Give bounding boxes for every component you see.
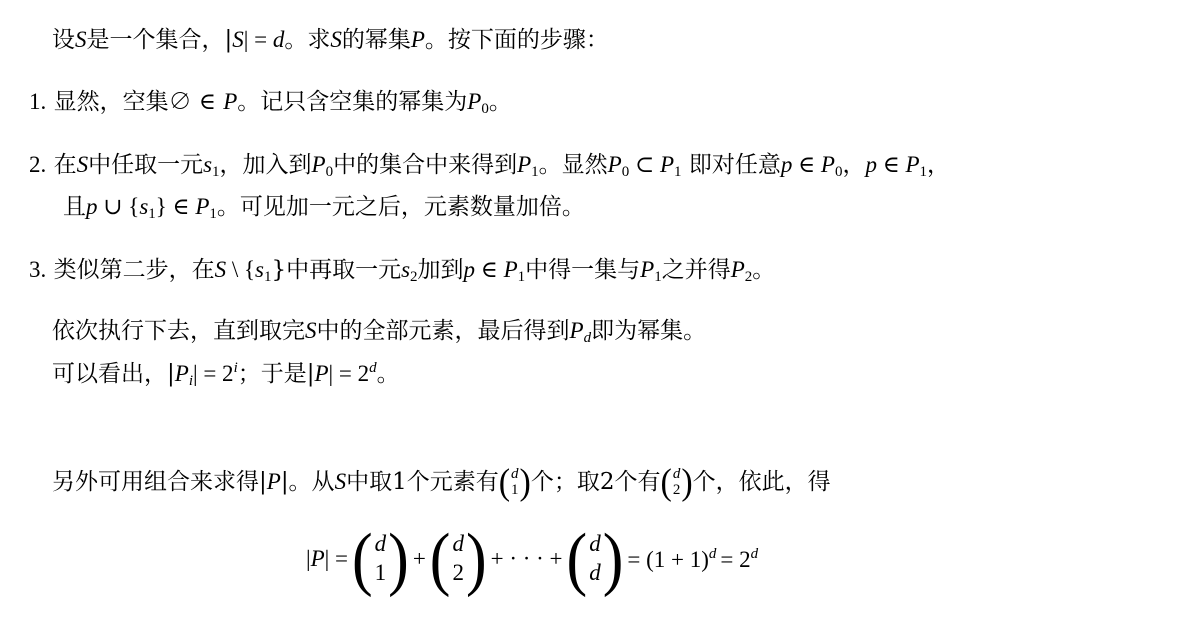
list-number: 3.	[29, 257, 47, 282]
subscript: 1	[263, 269, 272, 285]
text: 设	[52, 27, 75, 53]
superscript: d	[369, 360, 377, 376]
text: |	[306, 546, 311, 571]
math-var: P	[266, 469, 281, 494]
text: \ {	[226, 257, 255, 282]
left-paren: (	[566, 519, 588, 599]
text: ，	[927, 152, 951, 178]
text: 可以看出，|	[52, 361, 175, 387]
math-var: S	[214, 257, 227, 282]
math-var: P	[314, 361, 329, 386]
subscript: 1	[531, 164, 539, 180]
text: 在	[53, 152, 77, 178]
binomial-bottom: 1	[511, 482, 519, 498]
math-var: S	[305, 318, 317, 343]
subscript: 0	[834, 164, 843, 180]
conclusion-line-1	[52, 317, 706, 347]
intro-line	[52, 26, 609, 55]
text: 且	[63, 194, 86, 220]
step-2	[29, 151, 950, 181]
plus-ellipsis: + · · · +	[490, 546, 563, 571]
subscript: 0	[325, 164, 334, 180]
superscript: d	[750, 545, 759, 562]
binomial-top: d	[589, 531, 601, 557]
math-var: P	[905, 152, 920, 177]
text: 的幂集	[341, 27, 411, 53]
step-1	[29, 88, 512, 118]
subscript: 1	[674, 164, 682, 180]
text: | = 2	[328, 361, 370, 386]
subscript: 0	[481, 101, 489, 117]
binomial-stack	[450, 530, 466, 588]
math-var: P	[467, 89, 482, 114]
list-number: 1.	[29, 89, 47, 114]
binomial-d-2-large	[429, 519, 487, 599]
subscript: 1	[212, 164, 220, 180]
text: | =	[324, 546, 348, 571]
text: ⊂	[629, 152, 660, 177]
text: 个，依此，得	[692, 469, 831, 495]
math-var: p	[865, 152, 877, 177]
text: 即为幂集。	[591, 318, 707, 344]
text: ∈	[876, 152, 906, 177]
formula-rhs-1	[627, 546, 716, 573]
right-paren: )	[681, 462, 693, 503]
left-paren: (	[352, 519, 373, 599]
right-paren: )	[602, 519, 624, 599]
text: 。	[752, 257, 776, 283]
binomial-stack	[672, 467, 682, 499]
text: | =	[243, 27, 273, 52]
math-var: S	[76, 152, 89, 177]
text: 显然，空集∅ ∈	[53, 89, 224, 115]
list-number: 2.	[29, 152, 47, 177]
left-paren: (	[660, 462, 672, 503]
left-paren: (	[498, 462, 511, 503]
text: = (1 + 1)	[627, 546, 709, 572]
math-var: P	[569, 318, 584, 343]
binomial-bottom: 1	[374, 560, 387, 585]
formula-lhs	[306, 546, 348, 572]
subscript: 0	[621, 164, 630, 180]
text: 类似第二步，在	[53, 257, 215, 283]
math-var: s	[139, 194, 149, 219]
text: 是一个集合，|	[86, 27, 233, 53]
text: }中再取一元	[271, 257, 402, 283]
binomial-d-1	[498, 462, 531, 503]
math-var: P	[730, 257, 745, 282]
binomial-top: d	[452, 531, 464, 557]
binomial-top: d	[374, 531, 387, 557]
math-var: P	[640, 257, 655, 282]
binomial-d-1-large	[352, 519, 409, 599]
text: ∪ {	[97, 194, 140, 219]
text: 加到	[417, 257, 464, 283]
left-paren: (	[429, 519, 451, 599]
text: 依次执行下去，直到取完	[52, 318, 305, 344]
subscript: 2	[410, 269, 418, 285]
text: } ∈	[155, 194, 196, 219]
combination-line	[52, 462, 831, 503]
math-var: P	[195, 194, 210, 219]
math-var: P	[659, 152, 675, 177]
text: 中的集合中来得到	[333, 152, 518, 178]
math-var: p	[780, 152, 793, 177]
binomial-bottom: 2	[672, 482, 681, 498]
text: 。记只含空集的幂集为	[237, 89, 468, 115]
text: ；于是|	[237, 361, 315, 387]
text: 。	[376, 361, 400, 387]
text: 。显然	[538, 152, 608, 178]
math-var: S	[232, 27, 244, 52]
step-3	[29, 256, 775, 286]
text: 另外可用组合来求得|	[52, 469, 267, 495]
text: 中得一集与	[525, 257, 641, 283]
text: ，加入到	[219, 152, 312, 178]
subscript: 2	[744, 269, 753, 285]
text: 。可见加一元之后，元素数量加倍。	[216, 194, 585, 220]
text: 中的全部元素，最后得到	[316, 318, 570, 344]
binomial-stack	[373, 530, 389, 588]
math-var: s	[401, 257, 411, 282]
binomial-top: d	[511, 466, 519, 483]
text: ∈	[792, 152, 821, 177]
subscript: 1	[209, 206, 217, 222]
text: 个；取2个有	[530, 469, 661, 495]
text: 即对任意	[681, 152, 781, 178]
subscript: i	[188, 373, 193, 389]
binomial-bottom: 2	[452, 560, 464, 585]
math-var: S	[334, 469, 347, 494]
text: ∈	[475, 257, 504, 282]
right-paren: )	[388, 519, 409, 599]
math-var: P	[503, 257, 518, 282]
plus-sign: +	[412, 546, 426, 571]
math-var: S	[75, 27, 87, 52]
text: 中任取一元	[88, 152, 204, 178]
subscript: 1	[919, 164, 928, 180]
subscript: d	[583, 330, 592, 346]
binomial-stack	[587, 530, 603, 588]
right-paren: )	[519, 462, 531, 503]
conclusion-line-2	[52, 359, 400, 390]
math-var: p	[86, 194, 98, 219]
math-var: P	[607, 152, 622, 177]
text: = 2	[720, 546, 751, 572]
math-var: p	[463, 257, 476, 282]
binomial-stack	[510, 467, 520, 499]
math-var: P	[174, 361, 189, 386]
subscript: 1	[517, 269, 526, 285]
text: 。	[488, 89, 512, 115]
step-2-continued	[63, 193, 585, 223]
math-var: P	[820, 152, 835, 177]
math-var: P	[223, 89, 238, 114]
math-var: S	[330, 27, 342, 52]
text: ，	[842, 152, 866, 178]
right-paren: )	[465, 519, 487, 599]
superscript: d	[708, 545, 717, 562]
binomial-d-2	[660, 462, 693, 503]
binomial-d-d-large	[566, 519, 624, 599]
math-var: s	[203, 152, 213, 177]
display-formula	[304, 519, 760, 599]
text: | = 2	[192, 361, 234, 386]
math-var: P	[410, 27, 425, 52]
superscript: i	[233, 360, 238, 376]
math-var: d	[272, 27, 285, 52]
binomial-top: d	[672, 466, 681, 483]
subscript: 1	[654, 269, 662, 285]
text: 。按下面的步骤：	[424, 27, 609, 53]
text: 。求	[284, 27, 331, 53]
math-var: P	[311, 152, 326, 177]
text: 之并得	[661, 257, 731, 283]
text: 中取1个元素有	[346, 469, 499, 495]
math-var: P	[310, 546, 325, 571]
text: |。从	[280, 469, 335, 495]
subscript: 1	[148, 206, 156, 222]
math-var: s	[255, 257, 264, 282]
math-var: P	[517, 152, 532, 177]
binomial-bottom: d	[589, 560, 601, 585]
formula-rhs-2	[720, 546, 758, 573]
